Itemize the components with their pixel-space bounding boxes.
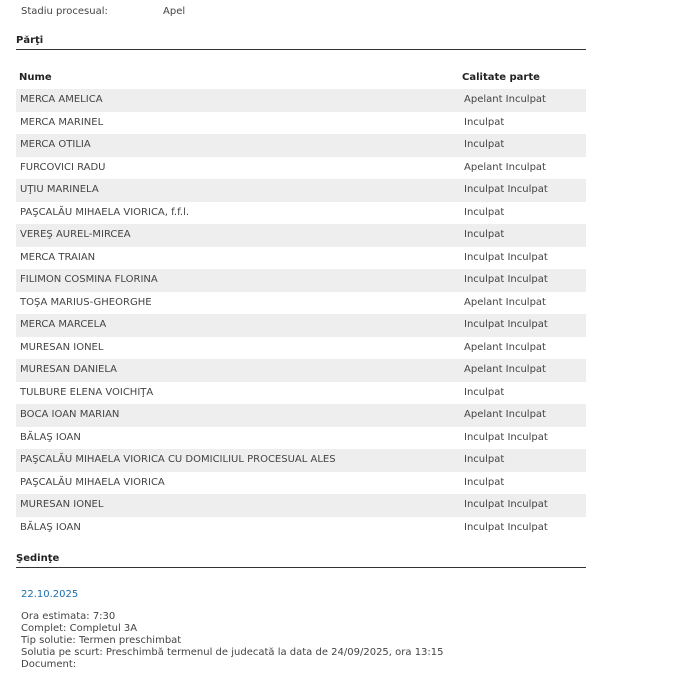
parti-table-body (16, 89, 586, 539)
table-row (16, 517, 586, 540)
party-role: Inculpat (464, 229, 505, 240)
party-role: Inculpat (464, 454, 505, 465)
party-name: MERCA AMELICA (20, 94, 103, 105)
party-role: Inculpat (464, 116, 505, 128)
table-row (16, 179, 586, 202)
column-header-nume: Nume (19, 72, 52, 83)
sedinta-date-link[interactable]: 22.10.2025 (21, 589, 79, 600)
table-row (16, 89, 586, 112)
table-row (16, 359, 586, 382)
party-name: TULBURE ELENA VOICHIŢA (20, 386, 154, 398)
table-row (16, 157, 586, 180)
party-role: Inculpat (464, 139, 505, 150)
party-name: FURCOVICI RADU (20, 161, 106, 173)
table-row (16, 382, 586, 405)
party-name: MERCA MARCELA (20, 319, 107, 330)
party-role: Apelant Inculpat (464, 364, 546, 375)
table-row (16, 404, 586, 427)
detail-line: Document: (21, 659, 77, 670)
table-row (16, 269, 586, 292)
party-name: PAŞCALĂU MIHAELA VIORICA (20, 476, 165, 488)
table-row (16, 427, 586, 450)
table-row (16, 314, 586, 337)
party-name: VEREŞ AUREL-MIRCEA (20, 229, 131, 240)
party-name: MERCA TRAIAN (20, 251, 96, 263)
party-role: Apelant Inculpat (464, 296, 546, 308)
parti-divider (16, 49, 586, 50)
stadiu-value: Apel (163, 6, 186, 17)
table-row (16, 247, 586, 270)
party-role: Inculpat Inculpat (464, 319, 548, 330)
party-role: Inculpat (464, 476, 505, 488)
party-role: Inculpat Inculpat (464, 521, 548, 533)
table-row (16, 134, 586, 157)
detail-line: Tip solutie: Termen preschimbat (21, 635, 182, 646)
party-name: BĂLAŞ IOAN (20, 431, 81, 443)
party-name: MERCA OTILIA (20, 139, 91, 150)
party-role: Apelant Inculpat (464, 409, 546, 420)
parti-table (16, 67, 586, 539)
table-row (16, 112, 586, 135)
party-name: BĂLAŞ IOAN (20, 521, 81, 533)
sedinte-section-title: Şedinţe (16, 553, 60, 564)
table-row (16, 202, 586, 225)
party-name: PAŞCALĂU MIHAELA VIORICA CU DOMICILIUL PROCESUAL ALES (20, 454, 336, 465)
detail-line: Ora estimata: 7:30 (21, 611, 116, 622)
party-role: Inculpat Inculpat (464, 274, 548, 285)
party-role: Apelant Inculpat (464, 161, 546, 173)
party-role: Inculpat Inculpat (464, 431, 548, 443)
parti-table-header (16, 67, 586, 89)
party-name: BOCA IOAN MARIAN (20, 409, 120, 420)
party-name: TOŞA MARIUS-GHEORGHE (20, 296, 152, 308)
party-name: MURESAN DANIELA (20, 364, 118, 375)
party-name: MURESAN IONEL (20, 341, 104, 353)
parti-section-title: Părţi (16, 35, 44, 46)
party-role: Apelant Inculpat (464, 94, 546, 105)
party-name: MURESAN IONEL (20, 499, 104, 510)
party-role: Inculpat (464, 386, 505, 398)
party-role: Inculpat Inculpat (464, 251, 548, 263)
detail-line: Complet: Completul 3A (21, 623, 138, 634)
table-row (16, 494, 586, 517)
party-name: FILIMON COSMINA FLORINA (20, 274, 158, 285)
column-header-calitate: Calitate parte (462, 72, 540, 83)
table-row (16, 472, 586, 495)
party-role: Apelant Inculpat (464, 341, 546, 353)
table-row (16, 292, 586, 315)
sedinte-divider (16, 567, 586, 568)
party-role: Inculpat (464, 206, 505, 218)
party-name: PAŞCALĂU MIHAELA VIORICA, f.f.l. (20, 206, 190, 218)
party-role: Inculpat Inculpat (464, 184, 548, 195)
party-name: UŢIU MARINELA (20, 184, 99, 195)
table-row (16, 449, 586, 472)
party-name: MERCA MARINEL (20, 116, 104, 128)
table-row (16, 337, 586, 360)
detail-line: Solutia pe scurt: Preschimbă termenul de judecată la data de 24/09/2025, ora 13:15 (21, 647, 444, 658)
table-row (16, 224, 586, 247)
sedinta-details (21, 611, 444, 671)
party-role: Inculpat Inculpat (464, 499, 548, 510)
stadiu-label: Stadiu procesual: (21, 6, 108, 17)
